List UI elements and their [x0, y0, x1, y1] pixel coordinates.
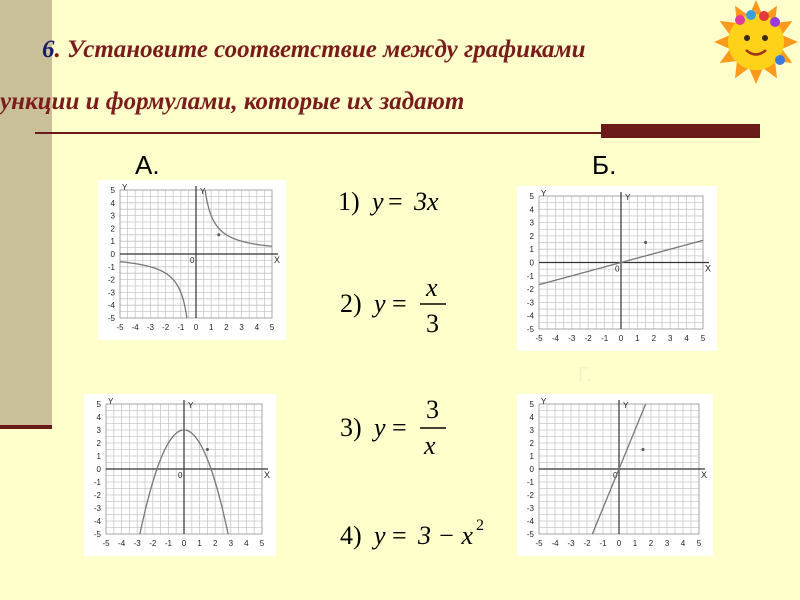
x-tick-label: 5	[700, 334, 706, 343]
x-tick-label: 0	[193, 323, 199, 332]
x-tick-label: -4	[551, 539, 559, 548]
x-axis-label: X	[274, 255, 281, 265]
x-tick-label: -5	[535, 334, 543, 343]
formula-3-numerator: 3	[426, 395, 439, 424]
formula-4	[340, 510, 500, 555]
y-tick-label: -5	[526, 325, 534, 334]
title-rule	[35, 132, 601, 134]
x-tick-label: -2	[584, 334, 592, 343]
formula-4-rhs: 3 − x	[418, 521, 474, 550]
y-tick-label: 5	[96, 400, 101, 409]
formula-2-lhs: y	[374, 289, 386, 318]
y-tick-label: -5	[93, 530, 101, 539]
x-tick-label: 3	[667, 334, 673, 343]
y-tick-label: 2	[529, 231, 534, 241]
formula-1-lhs: y	[372, 187, 384, 216]
x-tick-label: 5	[259, 539, 265, 548]
slide-title-line1	[42, 36, 586, 64]
y-tick-label: -2	[93, 491, 101, 500]
y-tick-label: -4	[107, 301, 115, 311]
x-tick-label: -1	[599, 539, 607, 548]
y-tick-label: -5	[526, 530, 534, 539]
x-tick-label: -1	[164, 539, 172, 548]
y-tick-label: -2	[526, 285, 534, 295]
x-tick-label: -5	[535, 539, 543, 548]
formula-3	[340, 392, 470, 462]
x-tick-label: -3	[146, 323, 154, 332]
graph-v	[84, 394, 276, 556]
y-tick-label: 2	[529, 439, 534, 448]
y-axis-label-left: Y	[541, 397, 547, 406]
formula-1	[338, 180, 468, 222]
x-tick-label: -1	[601, 334, 609, 343]
y-axis-label: Y	[625, 193, 631, 202]
x-tick-label: -3	[568, 334, 576, 343]
y-tick-label: -3	[93, 504, 101, 513]
y-tick-label: 5	[529, 400, 534, 409]
x-tick-label: -1	[177, 323, 185, 332]
formula-4-lhs: y	[374, 521, 386, 550]
label-a: А.	[135, 150, 160, 180]
x-tick-label: 4	[680, 539, 686, 548]
title-text-2: ункции и формулами, которые их задают	[0, 88, 465, 115]
formula-3-lhs: y	[374, 413, 386, 442]
y-tick-label: -2	[107, 275, 115, 285]
x-tick-label: 0	[616, 539, 622, 548]
y-tick-label: 3	[529, 218, 534, 228]
y-tick-label: 1	[110, 237, 115, 247]
formula-2-numerator: x	[426, 273, 438, 302]
y-axis-label: Y	[200, 187, 206, 196]
formula-4-exponent: 2	[476, 517, 484, 534]
x-tick-label: 5	[696, 539, 702, 548]
x-tick-label: -4	[118, 539, 126, 548]
y-tick-label: 1	[529, 452, 534, 461]
graph-a	[98, 180, 286, 340]
x-tick-label: -4	[131, 323, 139, 332]
formula-4-num: 4)	[340, 521, 362, 550]
formula-2-denominator: 3	[426, 309, 439, 338]
y-tick-label: -1	[93, 478, 101, 487]
y-tick-label: 4	[96, 413, 101, 422]
y-axis-label-left: Y	[541, 189, 547, 198]
x-tick-label: -4	[551, 334, 559, 343]
y-tick-label: 2	[96, 439, 101, 448]
y-tick-label: 0	[529, 258, 534, 268]
y-tick-label: -4	[526, 517, 534, 526]
x-tick-label: -5	[116, 323, 124, 332]
formula-1-num: 1)	[338, 187, 360, 216]
svg-text:=: =	[392, 413, 407, 442]
marker-dot	[206, 448, 209, 451]
svg-text:=: =	[388, 187, 403, 216]
y-tick-label: -3	[107, 288, 115, 298]
x-tick-label: 2	[212, 539, 218, 548]
marker-dot	[217, 233, 220, 236]
y-tick-label: -3	[526, 298, 534, 308]
x-tick-label: 4	[254, 323, 260, 332]
x-tick-label: 1	[197, 539, 202, 548]
x-tick-label: 0	[618, 334, 624, 343]
svg-text:=: =	[392, 289, 407, 318]
x-tick-label: -2	[162, 323, 170, 332]
y-axis-label-left: Y	[122, 183, 128, 192]
y-tick-label: 0	[529, 465, 534, 474]
y-tick-label: 2	[110, 224, 115, 234]
y-tick-label: -1	[526, 271, 534, 281]
y-tick-label: -4	[93, 517, 101, 526]
x-tick-label: 1	[632, 539, 638, 548]
y-axis-label-left: Y	[108, 397, 114, 406]
origin-label: 0	[613, 471, 618, 480]
y-tick-label: 0	[96, 465, 101, 474]
title-number: 6	[42, 36, 55, 63]
graph-b	[517, 186, 717, 351]
marker-dot	[642, 448, 645, 451]
marker-dot	[644, 241, 647, 244]
x-axis-label: X	[705, 263, 712, 274]
origin-label: 0	[178, 471, 183, 480]
sun-icon	[706, 0, 800, 86]
y-tick-label: 0	[110, 250, 115, 259]
y-tick-label: -5	[107, 314, 115, 323]
x-tick-label: 5	[269, 323, 275, 332]
x-axis-label: X	[264, 470, 271, 480]
y-tick-label: 4	[529, 205, 534, 215]
x-tick-label: 1	[208, 323, 214, 332]
svg-text:=: =	[392, 521, 407, 550]
y-tick-label: 5	[110, 186, 115, 195]
formula-3-denominator: x	[424, 431, 436, 460]
x-tick-label: 3	[664, 539, 670, 548]
x-tick-label: 2	[651, 334, 657, 343]
graph-g	[517, 394, 713, 556]
x-tick-label: -2	[583, 539, 591, 548]
y-tick-label: 3	[529, 426, 534, 435]
x-tick-label: 3	[228, 539, 234, 548]
y-tick-label: 4	[110, 198, 115, 208]
x-axis-label: X	[701, 470, 708, 480]
label-g-faint: Г.	[578, 364, 592, 386]
origin-label: 0	[615, 264, 620, 274]
x-tick-label: 3	[239, 323, 244, 332]
x-tick-label: 2	[224, 323, 229, 332]
y-tick-label: 3	[110, 211, 115, 221]
formula-2-num: 2)	[340, 289, 362, 318]
y-tick-label: 4	[529, 413, 534, 422]
x-tick-label: 4	[684, 334, 689, 343]
x-tick-label: -2	[149, 539, 157, 548]
formula-1-rhs: 3x	[414, 187, 439, 216]
y-tick-label: 5	[529, 192, 534, 201]
x-tick-label: -3	[567, 539, 575, 548]
y-tick-label: 1	[529, 245, 534, 255]
origin-label: 0	[190, 256, 195, 265]
y-tick-label: -3	[526, 504, 534, 513]
y-tick-label: -1	[107, 262, 115, 272]
y-tick-label: 1	[96, 452, 101, 461]
slide-title-line2	[0, 88, 464, 116]
y-tick-label: -4	[526, 311, 534, 321]
side-bar-underline	[0, 425, 52, 429]
y-tick-label: 3	[96, 426, 101, 435]
title-rule-accent	[601, 124, 760, 138]
y-tick-label: -1	[526, 478, 534, 487]
y-axis-label: Y	[623, 401, 629, 410]
x-tick-label: -5	[102, 539, 110, 548]
x-tick-label: -3	[133, 539, 141, 548]
y-tick-label: -2	[526, 491, 534, 500]
x-tick-label: 2	[648, 539, 654, 548]
title-text-1: . Установите соответствие между графиками	[54, 36, 586, 63]
formula-2	[340, 272, 470, 342]
x-tick-label: 1	[635, 334, 640, 343]
formula-3-num: 3)	[340, 413, 362, 442]
x-tick-label: 0	[181, 539, 187, 548]
y-axis-label: Y	[188, 401, 194, 410]
x-tick-label: 4	[244, 539, 249, 548]
label-b: Б.	[592, 150, 617, 180]
